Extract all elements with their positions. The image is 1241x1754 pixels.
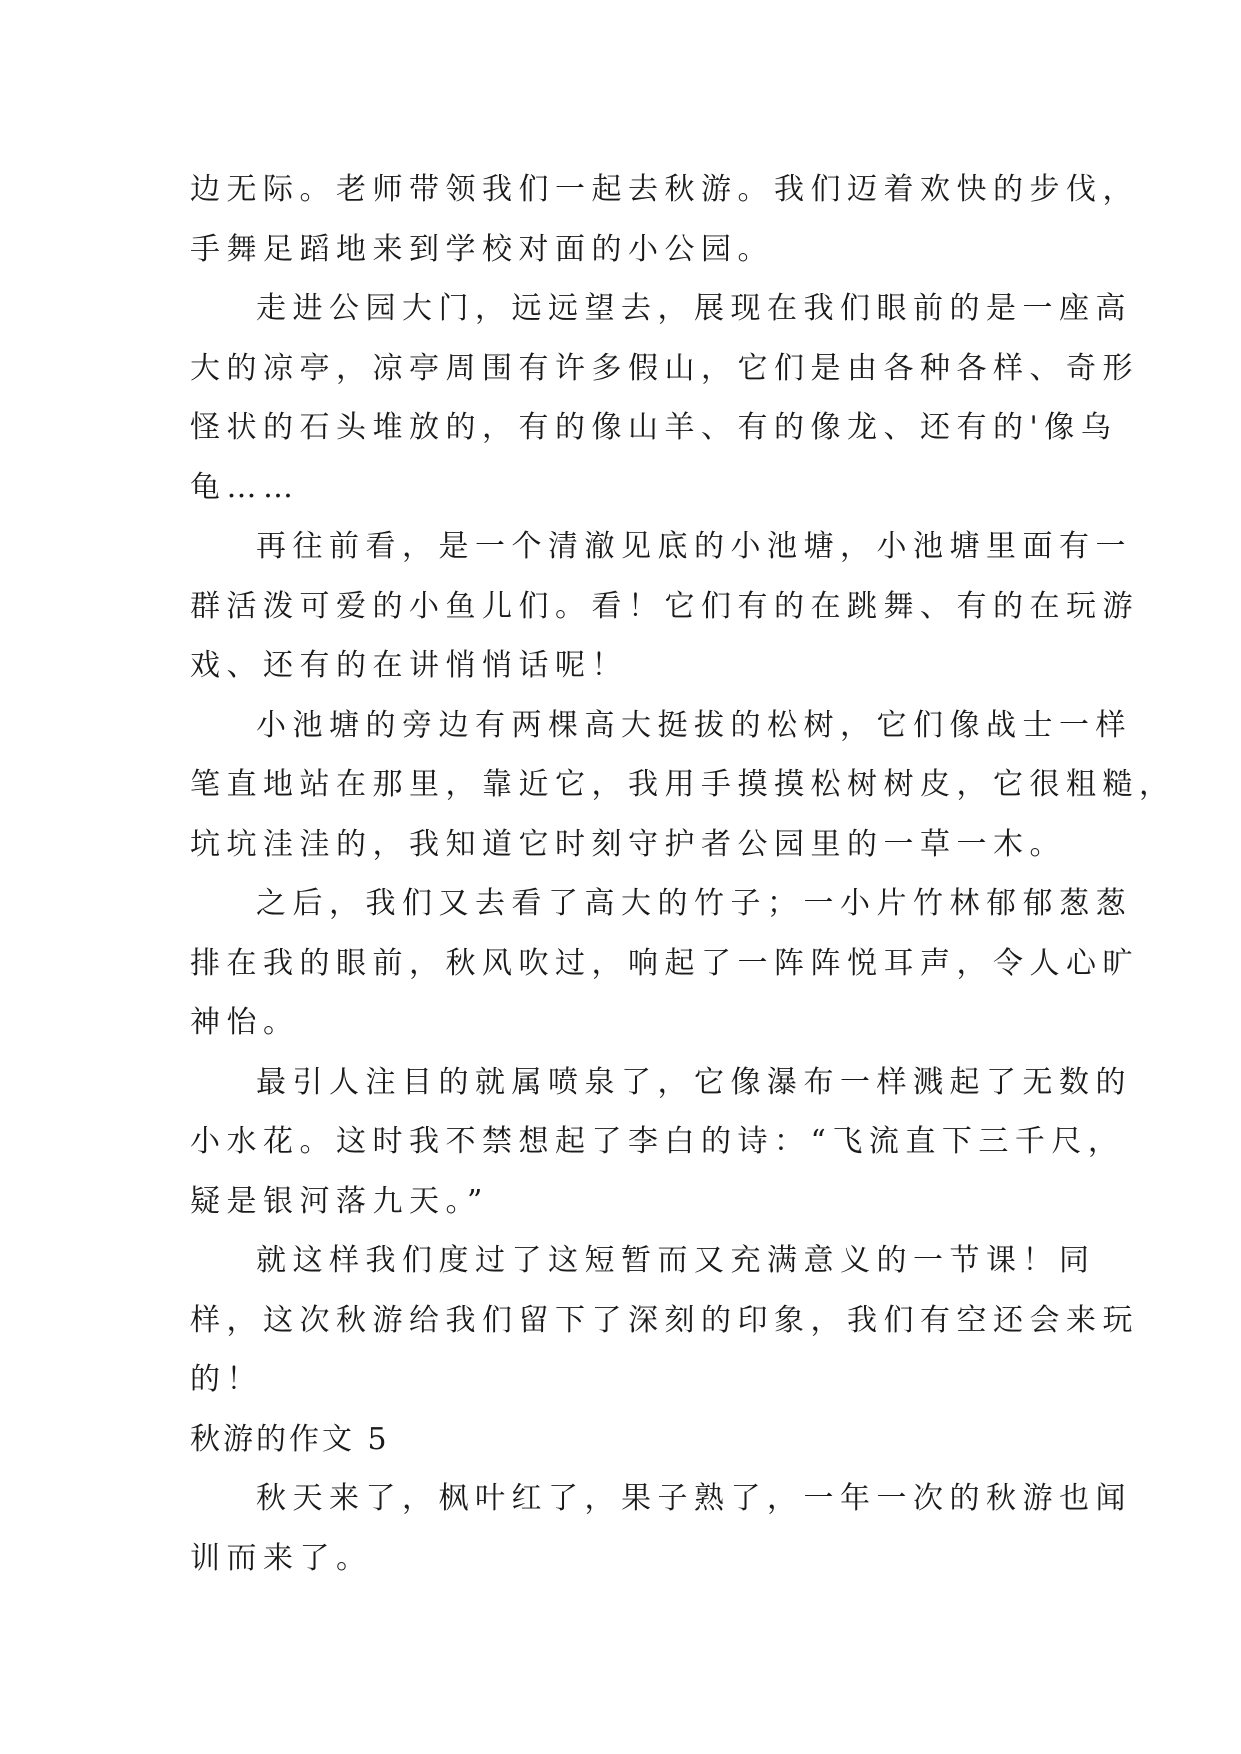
text-line: 排在我的眼前，秋风吹过，响起了一阵阵悦耳声，令人心旷: [190, 945, 1139, 981]
paragraph-start: 再往前看，是一个清澈见底的小池塘，小池塘里面有一: [256, 529, 1132, 564]
text-line: 边无际。老师带领我们一起去秋游。我们迈着欢快的步伐，: [190, 172, 1139, 207]
text-line: 疑是银河落九天。”: [190, 1183, 489, 1219]
text-line: 样，这次秋游给我们留下了深刻的印象，我们有空还会来玩: [190, 1302, 1139, 1338]
text-line: 小水花。这时我不禁想起了李白的诗：“飞流直下三千尺，: [190, 1124, 1125, 1159]
document-page: [190, 160, 1176, 1588]
paragraph-start: 就这样我们度过了这短暂而又充满意义的一节课！同: [256, 1243, 1096, 1278]
text-line: 笔直地站在那里，靠近它，我用手摸摸松树树皮，它很粗糙，: [190, 767, 1176, 802]
text-line: 群活泼可爱的小鱼儿们。看！它们有的在跳舞、有的在玩游: [190, 588, 1139, 624]
text-line: 的！: [190, 1362, 263, 1397]
paragraph-start: 走进公园大门，远远望去，展现在我们眼前的是一座高: [256, 291, 1132, 326]
text-line: 怪状的石头堆放的，有的像山羊、有的像龙、还有的'像乌: [190, 410, 1118, 445]
text-line: 坑坑洼洼的，我知道它时刻守护者公园里的一草一木。: [190, 826, 1066, 862]
text-line: 戏、还有的在讲悄悄话呢！: [190, 648, 628, 683]
paragraph-start: 秋天来了，枫叶红了，果子熟了，一年一次的秋游也闻: [256, 1481, 1132, 1516]
text-line: 手舞足蹈地来到学校对面的小公园。: [190, 231, 774, 267]
paragraph-start: 之后，我们又去看了高大的竹子；一小片竹林郁郁葱葱: [256, 886, 1132, 921]
text-line: 龟……: [190, 469, 300, 505]
text-line: 神怡。: [190, 1005, 300, 1040]
paragraph-start: 最引人注目的就属喷泉了，它像瀑布一样溅起了无数的: [256, 1064, 1132, 1100]
paragraph-start: 小池塘的旁边有两棵高大挺拔的松树，它们像战士一样: [256, 707, 1132, 743]
section-heading: 秋游的作文 5: [190, 1421, 390, 1457]
text-line: 大的凉亭，凉亭周围有许多假山，它们是由各种各样、奇形: [190, 350, 1139, 386]
text-line: 训而来了。: [190, 1540, 373, 1576]
